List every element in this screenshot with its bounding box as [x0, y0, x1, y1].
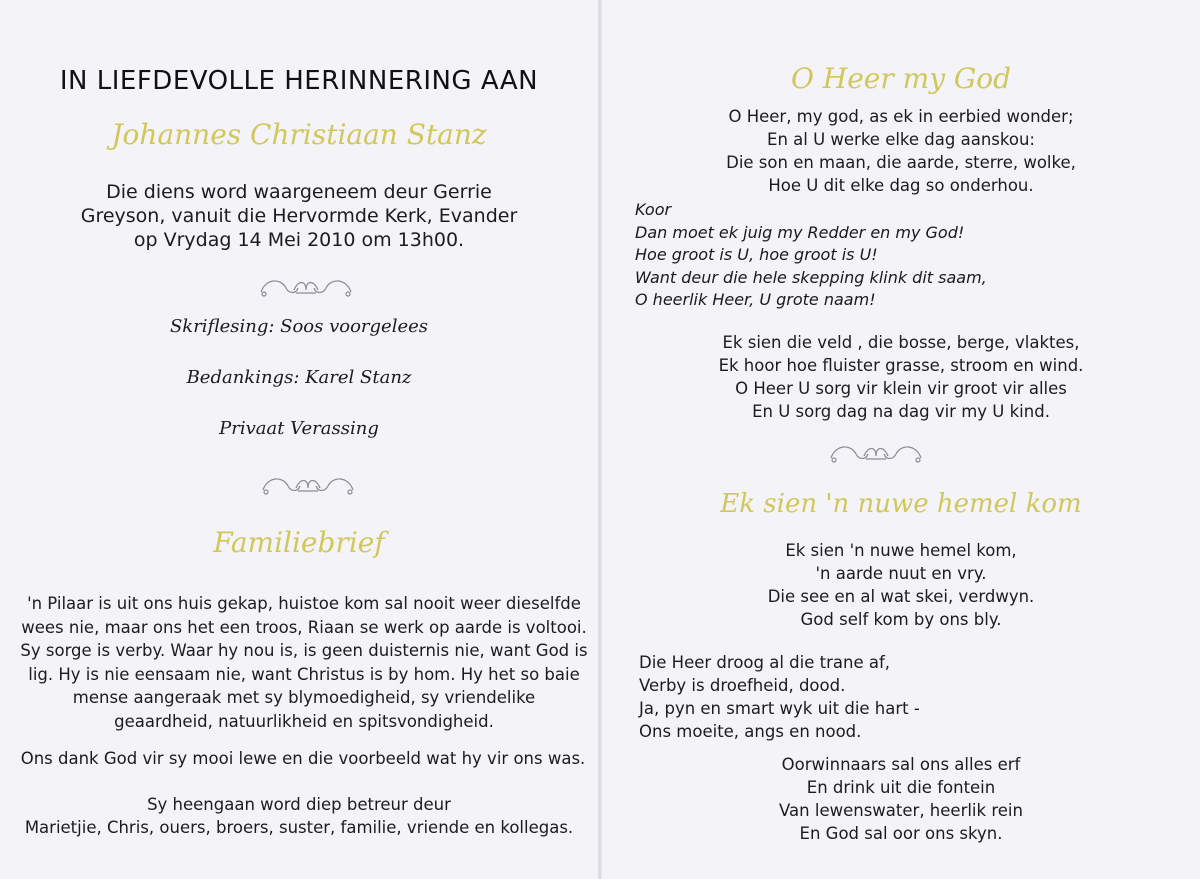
chorus: [635, 199, 1175, 312]
letter-line: mense aangeraak met sy blymoedigheid, sy vriendelike: [72, 688, 536, 707]
hymn2-verse3: [602, 753, 1200, 845]
verse-line: En drink uit die fontein: [806, 778, 996, 797]
letter-title: Familiebrief: [213, 526, 385, 559]
hymn2-verse1: [602, 539, 1200, 631]
program-scripture: Skriflesing: Soos voorgelees: [169, 316, 429, 337]
letter-line: lig. Hy is nie eensaam nie, want Christus is by hom. Hy het so baie: [28, 664, 580, 684]
verse-line: En God sal oor ons skyn.: [799, 824, 1003, 843]
verse-line: Die see en al wat skei, verdwyn.: [767, 587, 1035, 606]
program-thanks: Bedankings: Karel Stanz: [186, 367, 412, 388]
chorus-label: Koor: [635, 200, 672, 219]
verse-line: Ons moeite, angs en nood.: [639, 722, 862, 741]
left-page: [0, 0, 598, 879]
ornament-icon: [258, 470, 358, 500]
verse-line: En U sorg dag na dag vir my U kind.: [752, 402, 1050, 421]
hymn1-title: O Heer my God: [790, 62, 1012, 95]
hymn2-verse2: [639, 651, 1179, 743]
mourned-line: Sy heengaan word diep betreur deur: [147, 795, 451, 814]
verse-line: Ek sien 'n nuwe hemel kom,: [785, 541, 1017, 560]
verse-line: 'n aarde nuut en vry.: [815, 564, 987, 583]
service-line: op Vrydag 14 Mei 2010 om 13h00.: [133, 229, 465, 251]
letter-line: 'n Pilaar is uit ons huis gekap, huistoe kom sal nooit weer dieselfde: [27, 594, 581, 613]
ornament-icon: [826, 438, 926, 468]
verse-line: En al U werke elke dag aanskou:: [767, 130, 1035, 149]
service-details: [0, 180, 598, 252]
verse-line: Van lewenswater, heerlik rein: [779, 801, 1023, 820]
mourned-by: [0, 793, 598, 839]
verse-line: God self kom by ons bly.: [800, 610, 1002, 629]
mourned-line: Marietjie, Chris, ouers, broers, suster, familie, vriende en kollegas.: [24, 818, 574, 837]
letter-line: wees nie, maar ons het een troos, Riaan se werk op aarde is voltooi.: [21, 617, 587, 637]
thanks-line: Ons dank God vir sy mooi lewe en die voorbeeld wat hy vir ons was.: [20, 749, 586, 768]
letter-line: Sy sorge is verby. Waar hy nou is, is geen duisternis nie, want God is: [20, 641, 588, 660]
hymn2-title: Ek sien 'n nuwe hemel kom: [720, 489, 1082, 519]
verse-line: O Heer, my god, as ek in eerbied wonder;: [728, 107, 1074, 126]
chorus-line: Dan moet ek juig my Redder en my God!: [635, 222, 965, 242]
verse-line: Ek hoor hoe fluister grasse, stroom en wind.: [718, 356, 1084, 375]
memorial-heading: IN LIEFDEVOLLE HERINNERING AAN: [59, 66, 539, 96]
verse-line: Verby is droefheid, dood.: [639, 676, 846, 695]
verse-line: O Heer U sorg vir klein vir groot vir alles: [735, 379, 1067, 398]
service-line: Greyson, vanuit die Hervormde Kerk, Evander: [80, 205, 518, 227]
letter-body: [14, 592, 594, 733]
chorus-line: Hoe groot is U, hoe groot is U!: [635, 245, 878, 264]
verse-line: Die Heer droog al die trane af,: [639, 653, 891, 672]
chorus-line: Want deur die hele skepping klink dit saam,: [635, 267, 987, 287]
verse-line: Ek sien die veld , die bosse, berge, vlaktes,: [722, 333, 1080, 352]
verse-line: Die son en maan, die aarde, sterre, wolke,: [726, 153, 1076, 172]
hymn1-verse1: [602, 105, 1200, 197]
verse-line: Oorwinnaars sal ons alles erf: [781, 755, 1021, 774]
deceased-name: Johannes Christiaan Stanz: [111, 118, 487, 151]
hymn1-verse2: [602, 331, 1200, 423]
program-cremation: Privaat Verassing: [219, 418, 379, 439]
right-page: [602, 0, 1200, 879]
ornament-icon: [256, 272, 356, 302]
verse-line: Ja, pyn en smart wyk uit die hart -: [639, 699, 920, 718]
service-line: Die diens word waargeneem deur Gerrie: [106, 181, 492, 203]
letter-line: geaardheid, natuurlikheid en spitsvondigheid.: [114, 711, 494, 731]
chorus-line: O heerlik Heer, U grote naam!: [635, 290, 876, 309]
verse-line: Hoe U dit elke dag so onderhou.: [768, 176, 1034, 195]
